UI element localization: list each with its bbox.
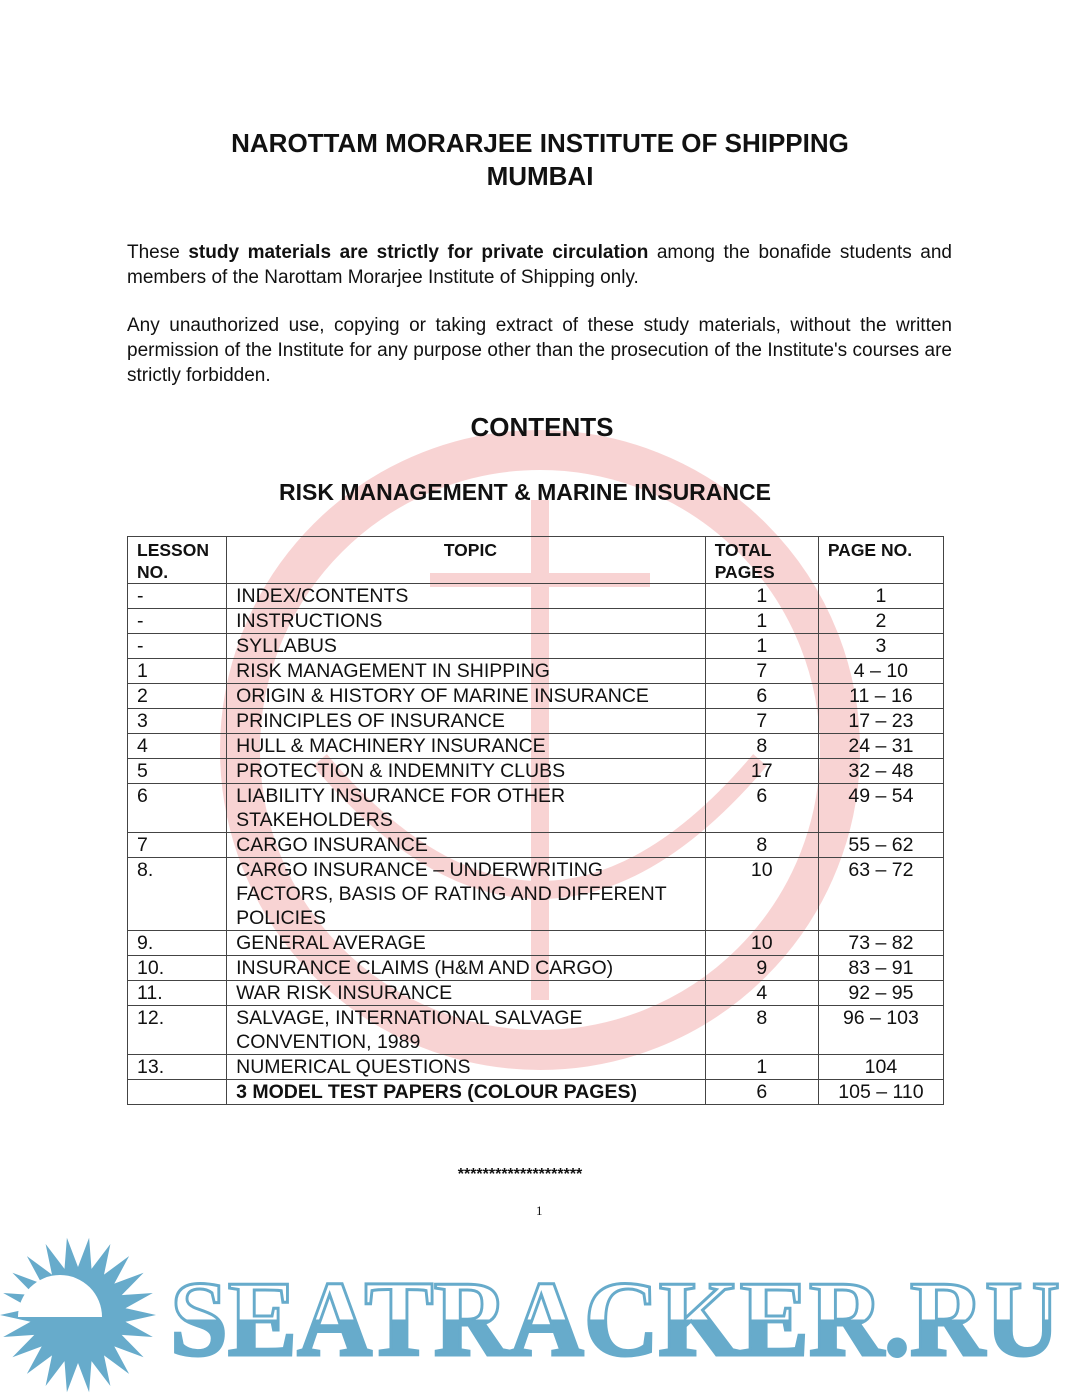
seatracker-logo (0, 1235, 1080, 1397)
table-row (128, 584, 944, 609)
total-pages-cell: 7 (705, 709, 818, 734)
institute-city: MUMBAI (486, 161, 594, 191)
lesson-cell: 11. (128, 981, 227, 1006)
institute-title (0, 127, 1080, 193)
total-pages-cell: 10 (705, 858, 818, 931)
notice-bold-text: study materials are strictly for private circulation (188, 242, 649, 263)
page-no-cell: 83 – 91 (818, 956, 943, 981)
total-pages-cell: 1 (705, 609, 818, 634)
lesson-cell: 2 (128, 684, 227, 709)
lesson-cell: 1 (128, 659, 227, 684)
topic-cell: 3 MODEL TEST PAPERS (COLOUR PAGES) (227, 1080, 706, 1105)
lesson-cell: - (128, 609, 227, 634)
page-no-cell: 1 (818, 584, 943, 609)
subject-heading: RISK MANAGEMENT & MARINE INSURANCE (279, 479, 771, 505)
table-row (128, 659, 944, 684)
page-no-cell: 63 – 72 (818, 858, 943, 931)
page-no-cell: 32 – 48 (818, 759, 943, 784)
lesson-cell: 4 (128, 734, 227, 759)
table-row (128, 684, 944, 709)
total-pages-cell: 8 (705, 734, 818, 759)
table-row (128, 1080, 944, 1105)
lesson-cell: 3 (128, 709, 227, 734)
lesson-cell: 13. (128, 1055, 227, 1080)
total-pages-cell: 8 (705, 833, 818, 858)
sun-icon (0, 1238, 156, 1392)
topic-cell: LIABILITY INSURANCE FOR OTHER STAKEHOLDERS (227, 784, 706, 833)
page-number: 1 (536, 1203, 543, 1218)
topic-cell: CARGO INSURANCE – UNDERWRITING FACTORS, BASIS OF RATING AND DIFFERENT POLICIES (227, 858, 706, 931)
total-pages-cell: 17 (705, 759, 818, 784)
table-row (128, 956, 944, 981)
end-separator: ******************** (457, 1166, 583, 1183)
total-pages-cell: 6 (705, 1080, 818, 1105)
lesson-cell: 12. (128, 1006, 227, 1055)
lesson-cell: - (128, 584, 227, 609)
circulation-notice (127, 240, 952, 290)
topic-cell: NUMERICAL QUESTIONS (227, 1055, 706, 1080)
lesson-cell: 10. (128, 956, 227, 981)
topic-cell: PRINCIPLES OF INSURANCE (227, 709, 706, 734)
lesson-cell: - (128, 634, 227, 659)
table-row (128, 759, 944, 784)
notice-text: among the bonafide students and members of the Narottam Morarjee Institute of Shipping only. (127, 242, 952, 288)
table-row (128, 858, 944, 931)
page-no-cell: 104 (818, 1055, 943, 1080)
total-pages-cell: 1 (705, 584, 818, 609)
topic-cell: INDEX/CONTENTS (227, 584, 706, 609)
total-pages-cell: 8 (705, 1006, 818, 1055)
page-no-cell: 3 (818, 634, 943, 659)
header-page-no: PAGE NO. (818, 537, 943, 584)
notice-text: These (127, 242, 189, 263)
total-pages-cell: 4 (705, 981, 818, 1006)
lesson-cell: 6 (128, 784, 227, 833)
page-no-cell: 2 (818, 609, 943, 634)
table-row (128, 1006, 944, 1055)
page-no-cell: 73 – 82 (818, 931, 943, 956)
page-no-cell: 4 – 10 (818, 659, 943, 684)
table-row (128, 1055, 944, 1080)
topic-cell: HULL & MACHINERY INSURANCE (227, 734, 706, 759)
total-pages-cell: 7 (705, 659, 818, 684)
topic-cell: GENERAL AVERAGE (227, 931, 706, 956)
header-total-pages: TOTAL PAGES (705, 537, 818, 584)
logo-text: SEATRACKER.RU (170, 1260, 1060, 1379)
topic-cell: INSURANCE CLAIMS (H&M AND CARGO) (227, 956, 706, 981)
page-no-cell: 49 – 54 (818, 784, 943, 833)
topic-cell: ORIGIN & HISTORY OF MARINE INSURANCE (227, 684, 706, 709)
institute-name: NAROTTAM MORARJEE INSTITUTE OF SHIPPING (231, 128, 849, 158)
topic-cell: PROTECTION & INDEMNITY CLUBS (227, 759, 706, 784)
lesson-cell: 7 (128, 833, 227, 858)
total-pages-cell: 9 (705, 956, 818, 981)
total-pages-cell: 1 (705, 1055, 818, 1080)
page-no-cell: 24 – 31 (818, 734, 943, 759)
contents-heading: CONTENTS (470, 412, 614, 442)
table-row (128, 981, 944, 1006)
topic-cell: WAR RISK INSURANCE (227, 981, 706, 1006)
table-row (128, 609, 944, 634)
table-row (128, 734, 944, 759)
table-row (128, 833, 944, 858)
header-lesson: LESSON NO. (128, 537, 227, 584)
topic-cell: SYLLABUS (227, 634, 706, 659)
total-pages-cell: 6 (705, 784, 818, 833)
total-pages-cell: 6 (705, 684, 818, 709)
total-pages-cell: 10 (705, 931, 818, 956)
page-no-cell: 17 – 23 (818, 709, 943, 734)
lesson-cell: 5 (128, 759, 227, 784)
total-pages-cell: 1 (705, 634, 818, 659)
topic-cell: INSTRUCTIONS (227, 609, 706, 634)
topic-cell: RISK MANAGEMENT IN SHIPPING (227, 659, 706, 684)
page-no-cell: 11 – 16 (818, 684, 943, 709)
page-no-cell: 55 – 62 (818, 833, 943, 858)
lesson-cell (128, 1080, 227, 1105)
page-no-cell: 105 – 110 (818, 1080, 943, 1105)
lesson-cell: 8. (128, 858, 227, 931)
contents-table (127, 536, 944, 1105)
lesson-cell: 9. (128, 931, 227, 956)
page-no-cell: 92 – 95 (818, 981, 943, 1006)
table-row (128, 931, 944, 956)
header-topic: TOPIC (227, 537, 706, 584)
page-no-cell: 96 – 103 (818, 1006, 943, 1055)
topic-cell: SALVAGE, INTERNATIONAL SALVAGE CONVENTION, 1989 (227, 1006, 706, 1055)
table-row (128, 709, 944, 734)
table-row (128, 784, 944, 833)
copyright-notice: Any unauthorized use, copying or taking extract of these study materials, without the written permission of the Institute for any purpose other than the prosecution of the Institute's courses are strictly forbidden. (127, 315, 952, 386)
table-row (128, 634, 944, 659)
table-header-row (128, 537, 944, 584)
topic-cell: CARGO INSURANCE (227, 833, 706, 858)
